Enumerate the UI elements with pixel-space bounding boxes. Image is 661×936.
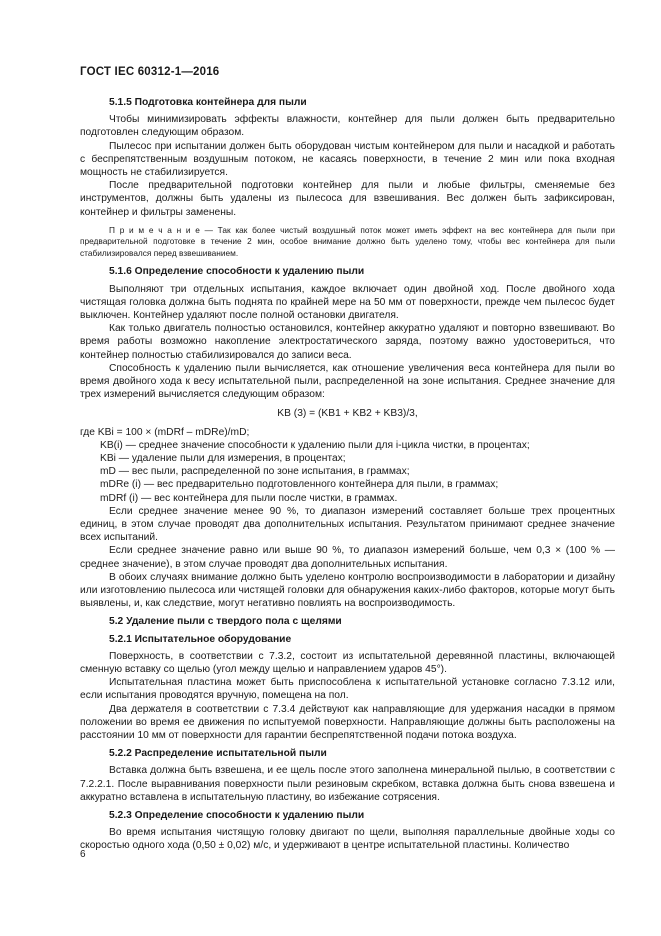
paragraph: Чтобы минимизировать эффекты влажности, контейнер для пыли должен быть предварительно подготовлен следующим образом. bbox=[80, 114, 615, 139]
paragraph: Выполняют три отдельных испытания, каждое включает один двойной ход. После двойного хода чистящая головка должна быть поднята по крайней мере на 50 мм от поверхности, прежде чем пылесос будет выключен. Контейнер удаляют после полной остановки двигателя. bbox=[80, 283, 615, 321]
section-heading-5-1-5: 5.1.5 Подготовка контейнера для пыли bbox=[109, 97, 307, 108]
section-heading-5-2: 5.2 Удаление пыли с твердого пола с щелями bbox=[109, 616, 342, 628]
paragraph: Во время испытания чистящую головку двигают по щели, выполняя параллельные двойные ходы со скоростью одного хода (0,50 ± 0,02) м/с, и удерживают в центре испытательной пластины. Количество bbox=[80, 827, 615, 852]
definition-item: KBi — удаление пыли для измерения, в процентах; bbox=[100, 452, 346, 464]
definition-item: KB(i) — среднее значение способности к удалению пыли для i-цикла чистки, в процентах; bbox=[100, 439, 530, 451]
page-content bbox=[80, 96, 615, 853]
paragraph: Испытательная пластина может быть приспособлена к испытательной установке согласно 7.3.12 или, если испытания проводятся вручную, помещена на пол. bbox=[80, 677, 615, 702]
paragraph: В обоих случаях внимание должно быть уделено контролю воспроизводимости в лаборатории и дизайну или изготовлению пылесоса или чистящей головки для обнаружения каких-либо факторов, которые могут быть выявлены, и, как следствие, могут негативно повлиять на воспроизводимость. bbox=[80, 571, 615, 610]
section-heading-5-2-2: 5.2.2 Распределение испытательной пыли bbox=[109, 748, 327, 760]
definition-item: mDRe (i) — вес предварительно подготовленного контейнера для пыли, в граммах; bbox=[100, 479, 499, 491]
section-heading-5-1-6: 5.1.6 Определение способности к удалению пыли bbox=[109, 266, 365, 278]
formula-where: где KBi = 100 × (mDRf – mDRe)/mD; bbox=[80, 426, 250, 438]
definition-item: mD — вес пыли, распределенной по зоне испытания, в граммах; bbox=[100, 466, 410, 478]
paragraph: Два держателя в соответствии с 7.3.4 действуют как направляющие для удержания насадки в прямом положении во время ее движения по испытуемой поверхности. Направляющие должны быть расположены на расстоянии 10 мм от поверхности для гарантии беспрепятственной подачи потока воздуха. bbox=[80, 703, 615, 742]
paragraph: Если среднее значение менее 90 %, то диапазон измерений составляет больше трех процентных единиц, в этом случае проводят два дополнительных испытания. Результатом принимают среднее значение всех испытаний. bbox=[80, 505, 615, 544]
document-header: ГОСТ IEC 60312-1—2016 bbox=[80, 66, 220, 78]
paragraph: Если среднее значение равно или выше 90 %, то диапазон измерений больше, чем 0,3 × (100 % — среднее значение), в этом случае проводят два дополнительных испытания. bbox=[80, 545, 615, 570]
note-text: Так как более чистый воздушный поток может иметь эффект на вес контейнера для пыли при предварительной подготовке в течение 2 мин, особое внимание должно быть уделено тому, чтобы вес контейнера для пыли стабилизировался перед взвешиванием. bbox=[80, 224, 615, 258]
paragraph: Способность к удалению пыли вычисляется, как отношение увеличения веса контейнера для пыли во время двойного хода к весу испытательной пыли, распределенной на зоне испытания. Среднее значение для трех измерений вычисляется следующим образом: bbox=[80, 362, 615, 401]
paragraph: После предварительной подготовки контейнер для пыли и любые фильтры, сменяемые без инструментов, должны быть удалены из пылесоса для взвешивания. Вес должен быть зафиксирован, контейнер и фильтры заменены. bbox=[80, 180, 615, 218]
page-number: 6 bbox=[80, 849, 86, 860]
paragraph: Пылесос при испытании должен быть оборудован чистым контейнером для пыли и насадкой и работать с беспрепятственным воздушным потоком, не касаясь поверхности, в течение 2 мин или пока входная мощность не стабилизируется. bbox=[80, 140, 615, 179]
paragraph: Вставка должна быть взвешена, и ее щель после этого заполнена минеральной пылью, в соответствии с 7.2.2.1. После выравнивания поверхности пыли резиновым скребком, вставка должна быть снова взвешена и аккуратно вставлена в испытательную пластину, во избежание сотрясения. bbox=[80, 765, 615, 803]
section-heading-5-2-3: 5.2.3 Определение способности к удалению пыли bbox=[109, 810, 365, 822]
note bbox=[80, 225, 615, 260]
paragraph: Поверхность, в соответствии с 7.3.2, состоит из испытательной деревянной пластины, включающей сменную вставку со щелью (угол между щелью и направлением ударов 45°). bbox=[80, 650, 615, 676]
note-label: П р и м е ч а н и е — bbox=[109, 224, 213, 235]
definition-item: mDRf (i) — вес контейнера для пыли после чистки, в граммах. bbox=[100, 492, 398, 504]
paragraph: Как только двигатель полностью остановился, контейнер аккуратно удаляют и повторно взвешивают. Во время работы возможно накопление электростатического заряда, поэтому важно удостовериться, что контейнер полностью стабилизировался до записи веса. bbox=[80, 323, 615, 361]
section-heading-5-2-1: 5.2.1 Испытательное оборудование bbox=[109, 633, 292, 645]
formula: KB (3) = (KB1 + KB2 + KB3)/3, bbox=[277, 408, 418, 420]
